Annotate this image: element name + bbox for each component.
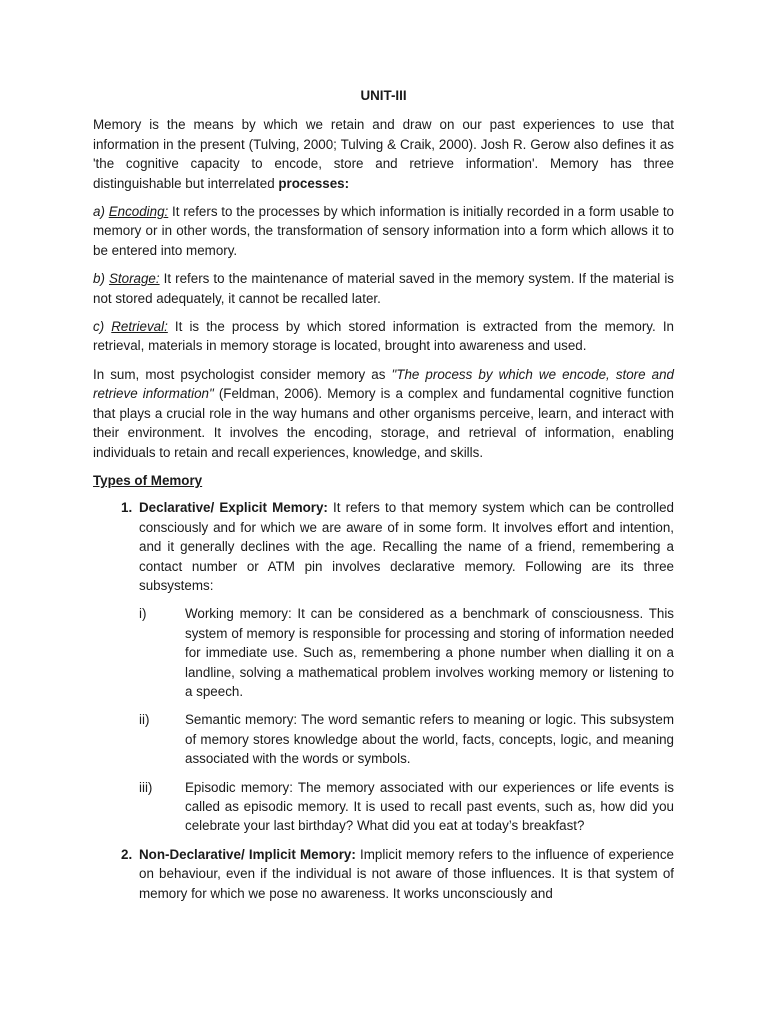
- process-term: Encoding:: [108, 204, 169, 220]
- type-term: Non-Declarative/ Implicit Memory:: [139, 846, 356, 862]
- summary-after: (Feldman, 2006). Memory is a complex and fundamental cognitive function that plays a crucial role in the way humans and other organisms perceive, learn, and interact with their environment. It involves the encoding, storage, and retrieval of information, enabling individuals to retain and recall experiences, knowledge, and skills.: [93, 386, 674, 460]
- type-item-non-declarative: [93, 845, 674, 903]
- intro-paragraph: [93, 115, 674, 193]
- process-prefix: b): [93, 271, 109, 287]
- type-description: [139, 498, 674, 595]
- summary-paragraph: [93, 365, 674, 462]
- subsystem-number: ii): [139, 712, 150, 728]
- subsystem-text: Working memory: It can be considered as a benchmark of consciousness. This system of memory is responsible for processing and storing of information needed for immediate use. Such as, remembering a phone number when dialling it on a landline, solving a mathematical problem involves working memory or listening to a speech.: [185, 606, 674, 699]
- type-text: It refers to that memory system which can be controlled consciously and for which we are aware of in some form. It involves effort and intention, and it generally declines with the age. Recalling the name of a friend, remembering a contact number or ATM pin involves declarative memory. Following are its three subsystems:: [139, 500, 675, 593]
- types-heading: Types of Memory: [93, 472, 203, 488]
- page-title: UNIT-III: [360, 88, 407, 103]
- type-text: Implicit memory refers to the influence of experience on behaviour, even if the individual is not aware of those influences. It is that system of memory for which we pose no awareness. It works unconsciously and: [139, 846, 675, 901]
- process-text: It refers to the maintenance of material saved in the memory system. If the material is not stored adequately, it cannot be recalled later.: [93, 271, 674, 306]
- summary-quote: "The process by which we encode, store and retrieve information": [93, 366, 674, 402]
- process-encoding: [93, 202, 674, 260]
- process-storage: [93, 269, 674, 308]
- process-text: It is the process by which stored information is extracted from the memory. In retrieval, materials in memory storage is located, brought into awareness and used.: [93, 319, 674, 354]
- subsystem-item: [139, 604, 674, 701]
- intro-bold: processes:: [278, 175, 350, 191]
- summary-before: In sum, most psychologist consider memory as: [93, 366, 392, 382]
- type-term: Declarative/ Explicit Memory:: [139, 500, 328, 516]
- process-term: Retrieval:: [111, 319, 168, 335]
- subsystem-text: Semantic memory: The word semantic refers to meaning or logic. This subsystem of memory stores knowledge about the world, facts, concepts, logic, and meaning associated with the words or symbols.: [185, 712, 674, 767]
- subsystem-number: iii): [139, 779, 153, 795]
- document-body: [93, 86, 674, 912]
- subsystem-text: Episodic memory: The memory associated with our experiences or life events is called as episodic memory. It is used to recall past events, such as, how did you celebrate your last birthday? What did you eat at today’s breakfast?: [185, 779, 674, 834]
- process-term: Storage:: [108, 271, 160, 287]
- process-prefix: a): [93, 204, 109, 220]
- process-text: It refers to the processes by which information is initially recorded in a form usable to memory or in other words, the transformation of sensory information into a form which allows it to be entered into memory.: [93, 204, 674, 258]
- type-number: 1.: [121, 500, 133, 516]
- type-description: [139, 845, 674, 903]
- subsystem-item: [139, 710, 674, 768]
- subsystem-number: i): [139, 606, 147, 622]
- intro-text: Memory is the means by which we retain and draw on our past experiences to use that information in the present (Tulving, 2000; Tulving & Craik, 2000). Josh R. Gerow also defines it as 'the cognitive capacity to encode, store and retrieve information'. Memory has three distinguishable but interrelated: [93, 117, 674, 191]
- type-item-declarative: [93, 498, 674, 836]
- type-number: 2.: [121, 846, 133, 862]
- process-prefix: c): [93, 319, 112, 335]
- process-retrieval: [93, 317, 674, 356]
- subsystem-item: [139, 778, 674, 836]
